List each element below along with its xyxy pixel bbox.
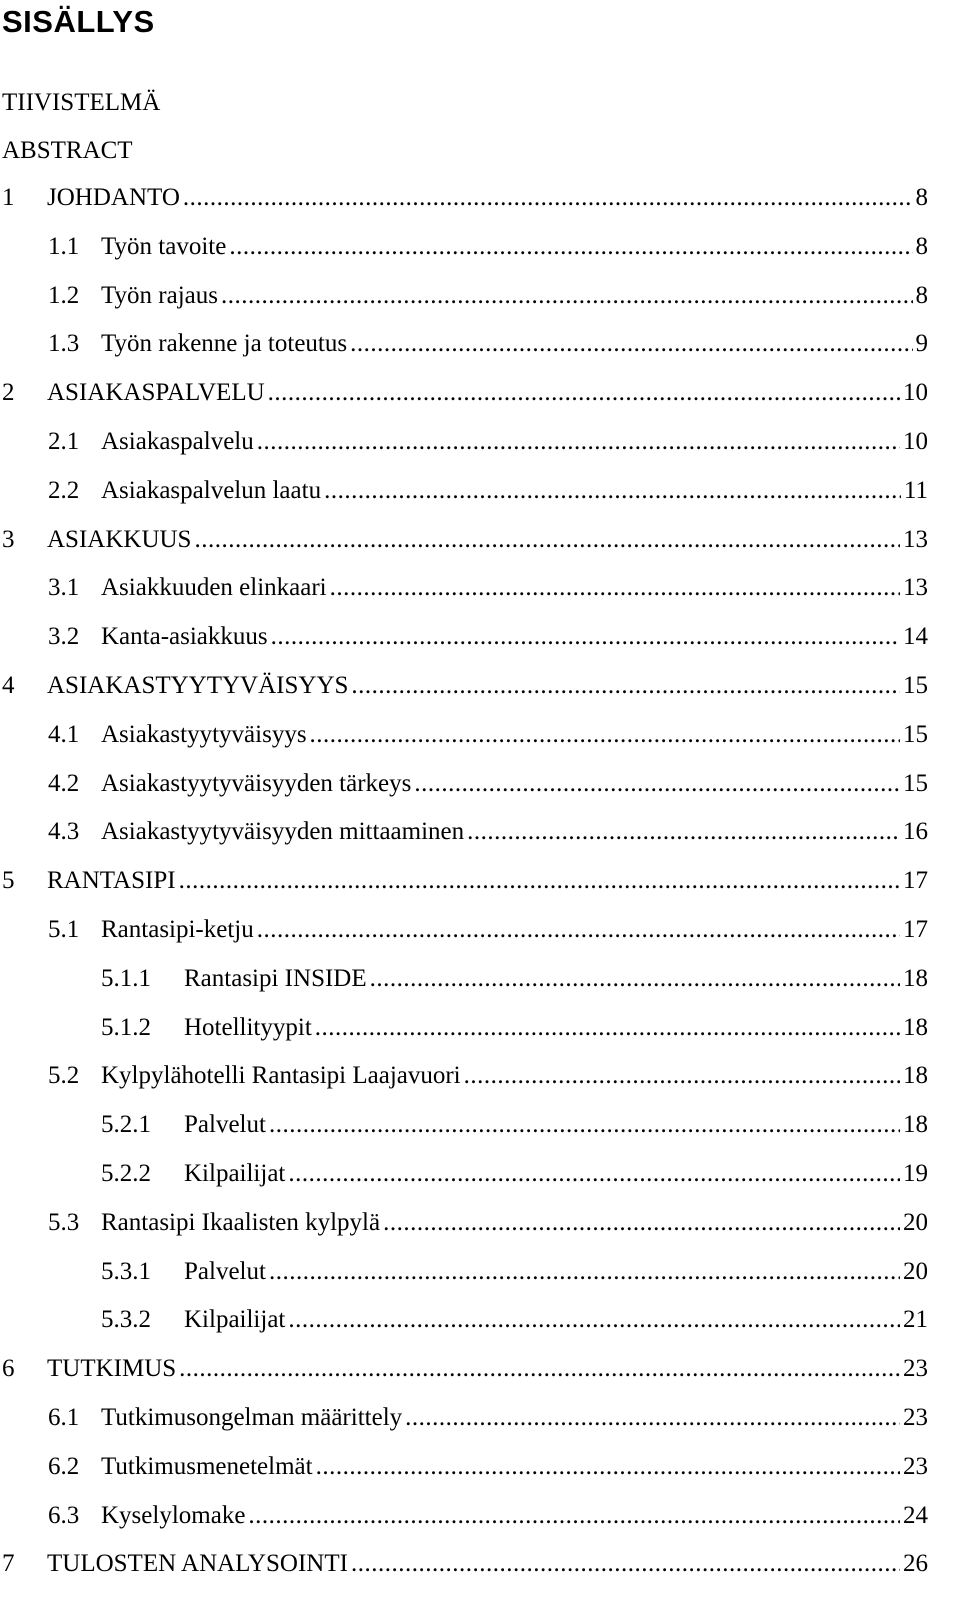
toc-entry-page-number: 10 [903,379,928,407]
toc-dot-leader [257,425,900,459]
toc-entry-page-number: 18 [903,964,928,992]
toc-entry-6-1[interactable] [0,1401,960,1450]
toc-dot-leader [229,230,912,264]
toc-entry-1-3[interactable] [0,327,960,376]
toc-entry-page-number: 17 [903,915,928,943]
toc-entry-number: 6 [2,1355,15,1383]
toc-dot-leader [269,1255,900,1289]
toc-entry-page-number: 20 [903,1257,928,1285]
front-matter-abstract-fi: TIIVISTELMÄ [2,89,161,116]
toc-entry-title: Asiakkuuden elinkaari [101,574,327,602]
toc-entry-page-number: 15 [903,671,928,699]
toc-entry-title: Asiakastyytyväisyys [101,720,307,748]
toc-entry-title: Työn rajaus [101,281,218,309]
toc-entry-title: Kyselylomake [101,1501,246,1529]
toc-entry-page-number: 20 [903,1208,928,1236]
toc-entry-title: Työn rakenne ja toteutus [101,330,348,358]
toc-entry-page-number: 8 [915,232,928,260]
table-of-contents [0,181,960,1596]
toc-entry-number: 2.2 [48,476,80,504]
toc-entry-5-2-1[interactable] [0,1108,960,1157]
toc-entry-4-1[interactable] [0,718,960,767]
toc-entry-number: 3.2 [48,623,80,651]
toc-dot-leader [257,913,900,947]
toc-entry-title: Hotellityypit [184,1013,312,1041]
toc-dot-leader [315,1011,900,1045]
page-title: SISÄLLYS [2,4,155,39]
toc-entry-title: Tutkimusmenetelmät [101,1452,313,1480]
toc-entry-number: 5.3 [48,1208,80,1236]
toc-entry-page-number: 15 [903,720,928,748]
toc-entry-title: Kilpailijat [184,1159,286,1187]
toc-entry-5[interactable] [0,864,960,913]
toc-entry-number: 5.2 [48,1062,80,1090]
toc-entry-number: 4.3 [48,818,80,846]
toc-entry-title: Kilpailijat [184,1306,286,1334]
toc-entry-number: 5.1.2 [101,1013,151,1041]
toc-dot-leader [383,1206,900,1240]
toc-entry-page-number: 19 [903,1159,928,1187]
toc-entry-3-2[interactable] [0,620,960,669]
toc-dot-leader [183,181,913,215]
toc-dot-leader [351,669,900,703]
toc-entry-5-1[interactable] [0,913,960,962]
toc-entry-6-3[interactable] [0,1499,960,1548]
toc-entry-page-number: 26 [903,1550,928,1578]
toc-dot-leader [330,571,900,605]
toc-entry-number: 5 [2,867,15,895]
toc-entry-number: 5.2.2 [101,1159,151,1187]
toc-entry-title: Asiakastyytyväisyyden tärkeys [101,769,412,797]
toc-entry-2[interactable] [0,376,960,425]
toc-dot-leader [221,279,913,313]
toc-entry-page-number: 15 [903,769,928,797]
toc-entry-5-2[interactable] [0,1059,960,1108]
toc-entry-title: TUTKIMUS [47,1355,177,1383]
toc-entry-number: 2 [2,379,15,407]
toc-entry-6-2[interactable] [0,1450,960,1499]
toc-entry-number: 1.3 [48,330,80,358]
toc-entry-title: TULOSTEN ANALYSOINTI [47,1550,348,1578]
toc-entry-title: Palvelut [184,1257,266,1285]
toc-entry-title: Asiakastyytyväisyyden mittaaminen [101,818,465,846]
toc-dot-leader [288,1303,900,1337]
toc-dot-leader [370,962,900,996]
toc-entry-title: ASIAKASPALVELU [47,379,265,407]
toc-dot-leader [269,1108,900,1142]
toc-dot-leader [405,1401,900,1435]
toc-entry-number: 3.1 [48,574,80,602]
toc-entry-5-1-1[interactable] [0,962,960,1011]
toc-entry-title: Työn tavoite [101,232,227,260]
toc-entry-number: 2.1 [48,427,80,455]
toc-entry-number: 5.1.1 [101,964,151,992]
toc-entry-5-3-1[interactable] [0,1255,960,1304]
toc-entry-number: 7 [2,1550,15,1578]
toc-entry-title: ASIAKKUUS [47,525,192,553]
toc-entry-title: Kylpylähotelli Rantasipi Laajavuori [101,1062,461,1090]
toc-entry-page-number: 23 [903,1403,928,1431]
toc-entry-number: 5.3.1 [101,1257,151,1285]
toc-entry-number: 5.3.2 [101,1306,151,1334]
toc-entry-page-number: 8 [915,281,928,309]
toc-dot-leader [464,1059,900,1093]
toc-entry-2-1[interactable] [0,425,960,474]
toc-dot-leader [414,767,900,801]
toc-entry-title: Tutkimusongelman määrittely [101,1403,403,1431]
toc-dot-leader [310,718,900,752]
toc-dot-leader [271,620,900,654]
toc-entry-title: ASIAKASTYYTYVÄISYYS [47,671,349,699]
toc-entry-title: Asiakaspalvelu [101,427,254,455]
toc-entry-number: 1.2 [48,281,80,309]
toc-dot-leader [316,1450,900,1484]
toc-entry-page-number: 14 [903,623,928,651]
toc-entry-6[interactable] [0,1352,960,1401]
toc-entry-5-2-2[interactable] [0,1157,960,1206]
toc-entry-title: RANTASIPI [47,867,176,895]
toc-entry-1-1[interactable] [0,230,960,279]
toc-dot-leader [179,1352,900,1386]
toc-entry-title: Palvelut [184,1111,266,1139]
toc-entry-title: Kanta-asiakkuus [101,623,268,651]
toc-entry-5-3[interactable] [0,1206,960,1255]
toc-entry-page-number: 24 [903,1501,928,1529]
toc-dot-leader [350,327,912,361]
toc-entry-title: Asiakaspalvelun laatu [101,476,322,504]
toc-entry-7[interactable] [0,1547,960,1596]
front-matter-abstract-en: ABSTRACT [2,137,133,164]
toc-dot-leader [467,815,900,849]
toc-dot-leader [248,1499,900,1533]
toc-entry-number: 6.1 [48,1403,80,1431]
toc-dot-leader [351,1547,900,1581]
toc-entry-3-1[interactable] [0,571,960,620]
toc-entry-number: 1.1 [48,232,80,260]
toc-entry-number: 1 [2,184,15,211]
toc-entry-4-3[interactable] [0,815,960,864]
toc-entry-page-number: 10 [903,427,928,455]
toc-dot-leader [179,864,900,898]
toc-entry-page-number: 18 [903,1062,928,1090]
toc-dot-leader [324,474,901,508]
toc-entry-number: 4.2 [48,769,80,797]
toc-entry-number: 4.1 [48,720,80,748]
toc-entry-page-number: 9 [915,330,928,358]
toc-entry-5-1-2[interactable] [0,1011,960,1060]
toc-entry-page-number: 8 [915,184,928,211]
toc-entry-title: Rantasipi-ketju [101,915,254,943]
toc-entry-1[interactable] [0,181,960,230]
toc-entry-page-number: 11 [903,476,928,504]
toc-entry-number: 6.3 [48,1501,80,1529]
toc-entry-number: 6.2 [48,1452,80,1480]
toc-dot-leader [194,523,900,557]
toc-entry-title: Rantasipi Ikaalisten kylpylä [101,1208,381,1236]
toc-entry-4[interactable] [0,669,960,718]
toc-dot-leader [268,376,900,410]
toc-entry-1-2[interactable] [0,279,960,328]
toc-dot-leader [288,1157,900,1191]
toc-entry-page-number: 23 [903,1355,928,1383]
toc-entry-title: JOHDANTO [47,184,180,211]
toc-entry-page-number: 17 [903,867,928,895]
toc-entry-page-number: 16 [903,818,928,846]
toc-entry-number: 4 [2,671,15,699]
toc-entry-number: 5.2.1 [101,1111,151,1139]
toc-entry-page-number: 18 [903,1111,928,1139]
toc-entry-title: Rantasipi INSIDE [184,964,367,992]
toc-entry-page-number: 13 [903,574,928,602]
toc-entry-page-number: 21 [903,1306,928,1334]
toc-entry-number: 3 [2,525,15,553]
toc-entry-number: 5.1 [48,915,80,943]
toc-entry-2-2[interactable] [0,474,960,523]
toc-entry-page-number: 18 [903,1013,928,1041]
toc-entry-3[interactable] [0,523,960,572]
toc-entry-4-2[interactable] [0,767,960,816]
toc-entry-page-number: 13 [903,525,928,553]
toc-entry-5-3-2[interactable] [0,1303,960,1352]
toc-entry-page-number: 23 [903,1452,928,1480]
